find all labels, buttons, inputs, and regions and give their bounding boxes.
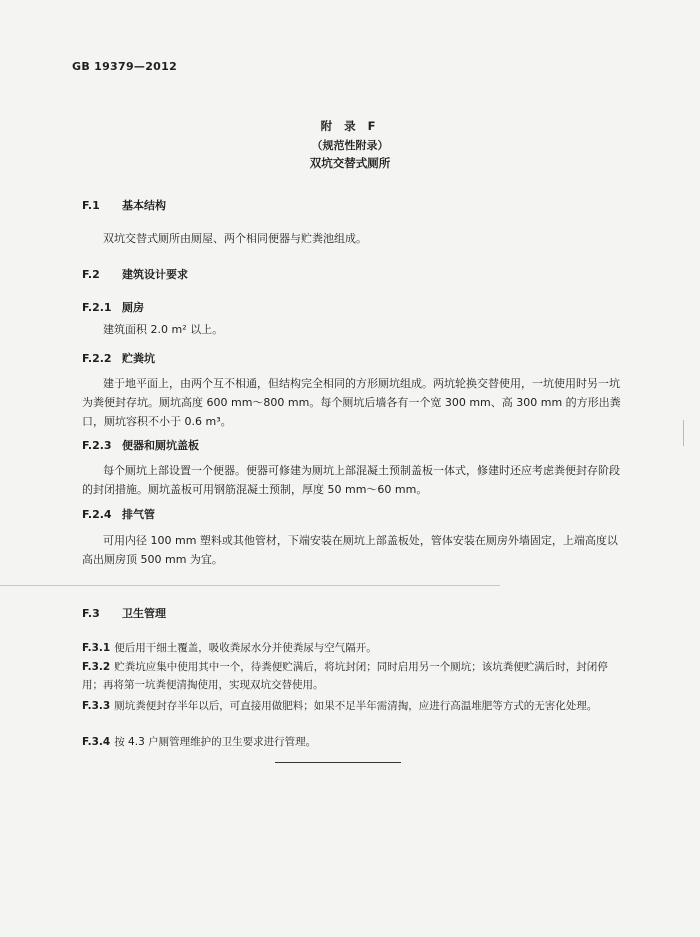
paragraph-f24: 可用内径 100 mm 塑料或其他管材，下端安装在厕坑上部盖板处，管体安装在厕房外墙固定，上端高度以高出厕房顶 500 mm 为宜。 — [82, 534, 618, 566]
heading-title: 卫生管理 — [122, 607, 166, 620]
heading-title: 贮粪坑 — [122, 352, 155, 365]
paragraph-f23: 每个厕坑上部设置一个便器。便器可修建为厕坑上部混凝土预制盖板一体式，修建时还应考虑粪便封存阶段的封闭措施。厕坑盖板可用钢筋混凝土预制，厚度 50 mm～60 mm。 — [82, 464, 620, 496]
heading-number: F.2.1 — [82, 301, 112, 314]
heading-f2 — [82, 266, 188, 282]
heading-f22 — [82, 350, 155, 366]
paragraph-f21: 建筑面积 2.0 m² 以上。 — [103, 323, 224, 336]
scan-fold-line — [0, 585, 500, 586]
clause-text: 便后用干细土覆盖，吸收粪尿水分并使粪尿与空气隔开。 — [114, 642, 377, 654]
heading-number: F.3 — [82, 607, 100, 620]
clause-f32 — [82, 658, 627, 694]
paragraph-f1: 双坑交替式厕所由厕屋、两个相同便器与贮粪池组成。 — [103, 232, 367, 245]
heading-number: F.2.3 — [82, 439, 112, 452]
heading-title: 便器和厕坑盖板 — [122, 439, 199, 452]
heading-title: 建筑设计要求 — [122, 268, 188, 281]
heading-number: F.2.2 — [82, 352, 112, 365]
heading-f3 — [82, 605, 166, 621]
clause-number: F.3.1 — [82, 642, 111, 654]
heading-number: F.1 — [82, 199, 100, 212]
clause-number: F.3.2 — [82, 661, 111, 673]
heading-f23 — [82, 437, 199, 453]
clause-number: F.3.3 — [82, 700, 111, 712]
clause-text: 按 4.3 户厕管理维护的卫生要求进行管理。 — [114, 736, 317, 748]
annex-title: 附 录 F — [320, 119, 380, 133]
end-rule — [275, 762, 401, 763]
heading-title: 基本结构 — [122, 199, 166, 212]
heading-f1 — [82, 197, 166, 213]
clause-f34 — [82, 733, 627, 751]
heading-title: 厕房 — [122, 301, 144, 314]
clause-f33 — [82, 697, 627, 715]
heading-number: F.2.4 — [82, 508, 112, 521]
clause-text: 贮粪坑应集中使用其中一个，待粪便贮满后，将坑封闭；同时启用另一个厕坑；该坑粪便贮满后时，封闭停用；再将第一坑粪便清掏使用，实现双坑交替使用。 — [82, 661, 608, 691]
scan-edge-mark — [683, 420, 684, 446]
standard-number: GB 19379—2012 — [72, 60, 178, 73]
clause-text: 厕坑粪便封存半年以后，可直接用做肥料；如果不足半年需清掏，应进行高温堆肥等方式的无害化处理。 — [114, 700, 598, 712]
annex-type: （规范性附录） — [311, 139, 389, 152]
heading-title: 排气管 — [122, 508, 155, 521]
clause-f31 — [82, 639, 627, 657]
heading-f21 — [82, 299, 144, 315]
heading-number: F.2 — [82, 268, 100, 281]
annex-name: 双坑交替式厕所 — [309, 156, 391, 170]
paragraph-f22: 建于地平面上，由两个互不相通，但结构完全相同的方形厕坑组成。两坑轮换交替使用，一坑使用时另一坑为粪便封存坑。厕坑高度 600 mm～800 mm。每个厕坑后墙各有一个宽 300 mm、高 300 mm 的方形出粪口，厕坑容积不小于 0.6 m³。 — [82, 377, 621, 428]
clause-number: F.3.4 — [82, 736, 111, 748]
heading-f24 — [82, 506, 155, 522]
